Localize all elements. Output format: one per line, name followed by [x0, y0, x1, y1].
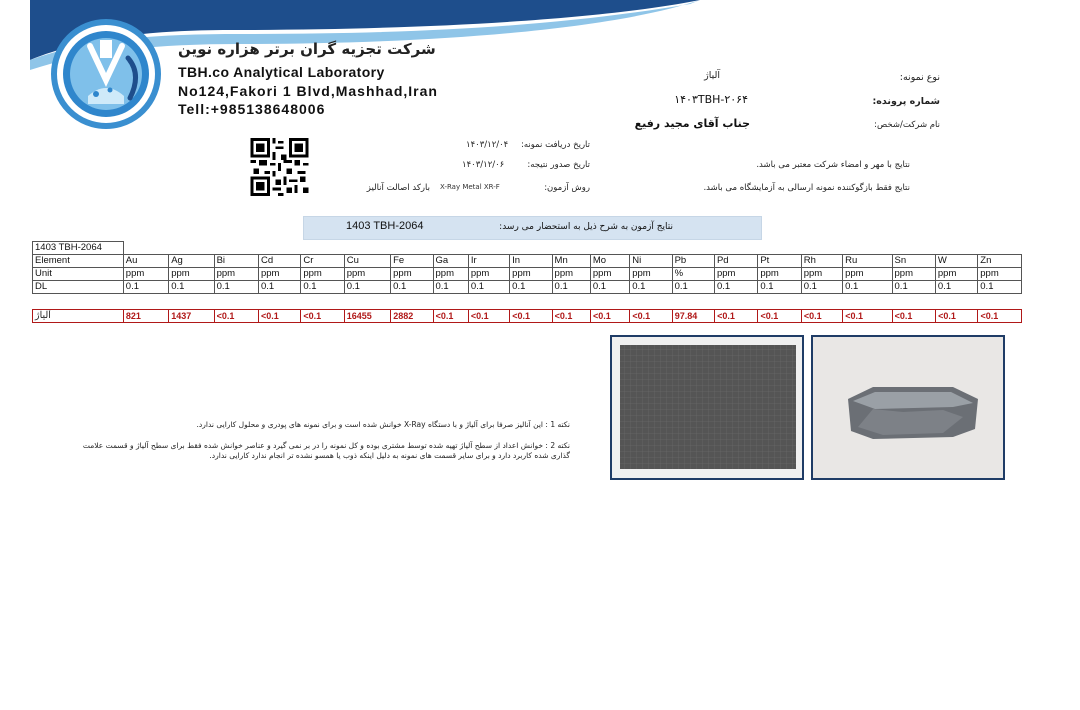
note-2: نکته 2 : خوانش اعداد از سطح آلیاژ تهیه شده توسط مشتری بوده و کل نمونه را در بر نمی گیرد و عناصر خوانش شده فقط برای سطح آلیاژ و قسمت علامت گذاری شده کاربرد دارد و برای سایر قسمت های نمونه به دلیل اینکه ذوب یا همسو نشده تر انجام ندارد کارایی ندارد. — [82, 441, 570, 460]
spec-cell: ppm — [758, 268, 801, 281]
result-value: <0.1 — [552, 310, 590, 323]
spec-cell: 0.1 — [552, 281, 590, 294]
note-1: نکته 1 : این آنالیز صرفا برای آلیاژ و با دستگاه X-Ray خوانش شده است و برای نمونه های پودری و محلول کارایی ندارد. — [196, 420, 570, 429]
spec-cell: ppm — [552, 268, 590, 281]
spec-cell: 0.1 — [978, 281, 1022, 294]
spec-cell: 0.1 — [630, 281, 672, 294]
spec-cell: ppm — [978, 268, 1022, 281]
spec-cell: Pd — [714, 255, 757, 268]
spec-row-dl — [33, 281, 1022, 294]
spec-cell: ppm — [892, 268, 935, 281]
sample-type-label: نوع نمونه: — [899, 72, 940, 83]
sample-photo-grid — [610, 335, 804, 480]
spec-cell: 0.1 — [510, 281, 552, 294]
spec-cell: 0.1 — [433, 281, 468, 294]
company-address: No124,Fakori 1 Blvd,Mashhad,Iran — [178, 83, 438, 99]
customer-label: نام شرکت/شخص: — [874, 120, 940, 130]
spec-cell: ppm — [935, 268, 977, 281]
barcode-label: بارکد اصالت آنالیز — [366, 183, 430, 193]
element-spec-table — [32, 241, 1022, 294]
spec-row-element — [33, 255, 1022, 268]
spec-cell: 0.1 — [714, 281, 757, 294]
spec-cell: 0.1 — [892, 281, 935, 294]
spec-row-unit — [33, 268, 1022, 281]
spec-cell: 0.1 — [258, 281, 300, 294]
spec-cell: 0.1 — [843, 281, 892, 294]
spec-cell: 0.1 — [123, 281, 168, 294]
spec-cell: ppm — [214, 268, 258, 281]
spec-cell: Ru — [843, 255, 892, 268]
method-label: روش آزمون: — [544, 183, 590, 193]
method-value: X-Ray Metal XR-F — [440, 183, 500, 191]
spec-cell: ppm — [391, 268, 433, 281]
spec-row-label: DL — [33, 281, 124, 294]
company-name-en: TBH.co Analytical Laboratory — [178, 64, 385, 80]
results-banner — [303, 216, 762, 240]
spec-cell: Zn — [978, 255, 1022, 268]
sample-name: آلیاژ — [33, 310, 124, 323]
spec-cell: 0.1 — [169, 281, 214, 294]
spec-cell: 0.1 — [301, 281, 344, 294]
spec-cell: In — [510, 255, 552, 268]
result-value: <0.1 — [758, 310, 801, 323]
result-value: 1437 — [169, 310, 214, 323]
grid-paper-image — [612, 337, 802, 478]
spec-cell: ppm — [258, 268, 300, 281]
header-swoosh — [0, 0, 1080, 80]
sample-photo-alloy — [811, 335, 1005, 480]
spec-cell: Ir — [468, 255, 509, 268]
result-value: <0.1 — [978, 310, 1022, 323]
company-name-fa: شرکت تجزیه گران برتر هزاره نوین — [178, 40, 436, 58]
spec-cell: 0.1 — [344, 281, 390, 294]
spec-row-label: Element — [33, 255, 124, 268]
banner-text: نتایج آزمون به شرح ذیل به استحضار می رسد: — [499, 222, 673, 232]
result-value: <0.1 — [936, 310, 978, 323]
result-value: <0.1 — [259, 310, 301, 323]
company-phone: Tell:+985138648006 — [178, 101, 326, 117]
spec-cell: Bi — [214, 255, 258, 268]
spec-cell: Sn — [892, 255, 935, 268]
alloy-piece-image — [813, 337, 1003, 478]
result-value: <0.1 — [715, 310, 758, 323]
spec-cell: ppm — [301, 268, 344, 281]
spec-cell: ppm — [590, 268, 629, 281]
result-value: 16455 — [344, 310, 390, 323]
disclaimer-sample: نتایج فقط بازگوکننده نمونه ارسالی به آزمایشگاه می باشد. — [703, 183, 910, 193]
disclaimer-seal: نتایج با مهر و امضاء شرکت معتبر می باشد. — [756, 160, 910, 170]
customer-value: جناب آقای مجید رفیع — [634, 117, 750, 130]
spec-code-row — [33, 242, 1022, 255]
spec-cell: Mn — [552, 255, 590, 268]
spec-cell: W — [935, 255, 977, 268]
spec-cell: 0.1 — [935, 281, 977, 294]
spec-cell: Cu — [344, 255, 390, 268]
result-value: <0.1 — [433, 310, 468, 323]
spec-cell: ppm — [344, 268, 390, 281]
spec-cell: % — [672, 268, 714, 281]
result-value: <0.1 — [468, 310, 509, 323]
spec-row-label: Unit — [33, 268, 124, 281]
spec-cell: Fe — [391, 255, 433, 268]
spec-cell: ppm — [169, 268, 214, 281]
spec-cell: ppm — [630, 268, 672, 281]
result-value: <0.1 — [630, 310, 672, 323]
received-date-label: تاریخ دریافت نمونه: — [520, 140, 590, 150]
spec-cell: 0.1 — [801, 281, 842, 294]
result-value: 821 — [123, 310, 168, 323]
result-value: <0.1 — [214, 310, 258, 323]
issued-date-value: ۱۴۰۳/۱۲/۰۶ — [462, 160, 505, 170]
spec-cell: 0.1 — [214, 281, 258, 294]
spec-cell: Rh — [801, 255, 842, 268]
spec-cell: 0.1 — [590, 281, 629, 294]
spec-cell: ppm — [468, 268, 509, 281]
issued-date-label: تاریخ صدور نتیجه: — [527, 160, 590, 170]
lab-logo — [50, 18, 162, 130]
spec-cell: ppm — [510, 268, 552, 281]
result-value: 2882 — [391, 310, 433, 323]
spec-cell: ppm — [801, 268, 842, 281]
spec-code: 1403 TBH-2064 — [33, 242, 124, 255]
spec-cell: 0.1 — [468, 281, 509, 294]
spec-cell: Au — [123, 255, 168, 268]
spec-cell: ppm — [843, 268, 892, 281]
spec-cell: Cd — [258, 255, 300, 268]
spec-cell: 0.1 — [758, 281, 801, 294]
results-table — [32, 309, 1022, 323]
qr-code — [248, 138, 311, 196]
result-value: <0.1 — [843, 310, 892, 323]
sample-type-value: آلیاژ — [704, 70, 720, 81]
spec-cell: Cr — [301, 255, 344, 268]
spec-cell: ppm — [123, 268, 168, 281]
spec-cell: ppm — [714, 268, 757, 281]
result-value: <0.1 — [590, 310, 629, 323]
result-value: <0.1 — [801, 310, 842, 323]
result-value: <0.1 — [301, 310, 344, 323]
result-value: <0.1 — [510, 310, 552, 323]
spec-cell: Pb — [672, 255, 714, 268]
result-value: <0.1 — [892, 310, 935, 323]
spec-cell: 0.1 — [672, 281, 714, 294]
received-date-value: ۱۴۰۳/۱۲/۰۴ — [466, 140, 509, 150]
spec-cell: ppm — [433, 268, 468, 281]
spec-cell: Ni — [630, 255, 672, 268]
banner-code: 1403 TBH-2064 — [346, 220, 424, 232]
spec-cell: Ga — [433, 255, 468, 268]
results-row — [33, 310, 1022, 323]
spec-cell: Pt — [758, 255, 801, 268]
spec-cell: 0.1 — [391, 281, 433, 294]
spec-cell: Ag — [169, 255, 214, 268]
file-number-value: ۱۴۰۳TBH-۲۰۶۴ — [674, 93, 748, 106]
file-number-label: شماره پرونده: — [872, 96, 940, 107]
result-value: 97.84 — [672, 310, 714, 323]
spec-cell: Mo — [590, 255, 629, 268]
